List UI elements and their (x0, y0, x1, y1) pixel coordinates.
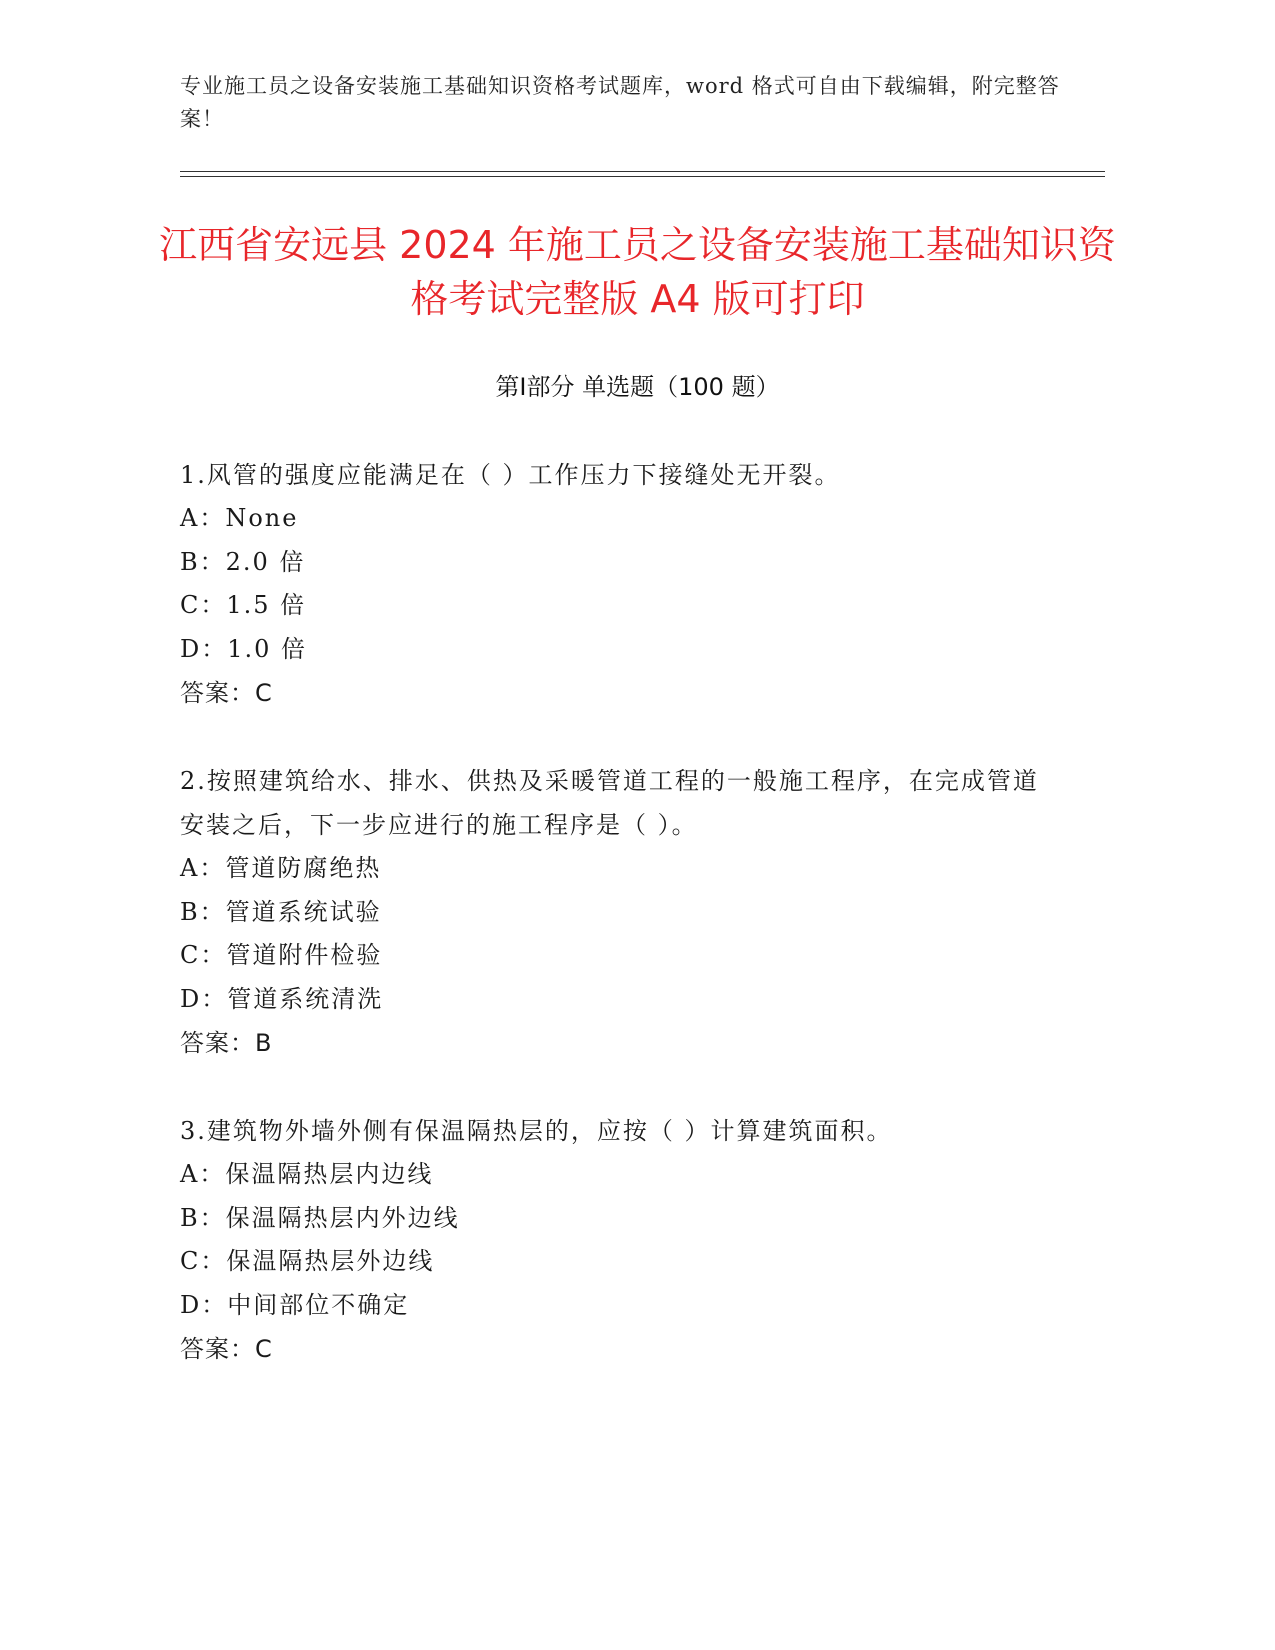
answer: 答案：C (180, 679, 273, 707)
option-text: 1.0 倍 (227, 634, 308, 663)
option-c (180, 584, 1040, 628)
option-a (180, 1153, 1040, 1197)
option-c (180, 1240, 1040, 1284)
option-text: 1.5 倍 (226, 591, 307, 619)
option-text: 保温隔热层外边线 (226, 1247, 435, 1275)
option-key: C： (180, 941, 227, 969)
option-text: None (225, 504, 299, 532)
option-text: 管道防腐绝热 (225, 854, 382, 882)
document-title: 江西省安远县 2024 年施工员之设备安装施工基础知识资格考试完整版 A4 版可打印 (159, 223, 1116, 321)
option-key: C： (180, 1247, 227, 1275)
header-divider-top (180, 171, 1105, 172)
option-c (180, 934, 1040, 978)
option-b (180, 891, 1040, 935)
header-divider-bottom (180, 176, 1105, 177)
option-b (180, 1197, 1040, 1241)
question-stem: 1.风管的强度应能满足在（ ）工作压力下接缝处无开裂。 (180, 461, 841, 489)
question-2 (180, 759, 1040, 1065)
option-key: B： (180, 547, 226, 576)
option-key: A： (180, 1160, 226, 1188)
question-3 (180, 1109, 1040, 1371)
question-stem: 2.按照建筑给水、排水、供热及采暖管道工程的一般施工程序，在完成管道安装之后，下一步应进行的施工程序是（ ）。 (180, 767, 1039, 839)
option-text: 管道系统试验 (225, 897, 382, 926)
option-a (180, 497, 1040, 541)
option-key: A： (180, 504, 226, 532)
answer: 答案：C (180, 1335, 273, 1363)
question-stem: 3.建筑物外墙外侧有保温隔热层的，应按（ ）计算建筑面积。 (180, 1117, 893, 1145)
option-key: A： (180, 854, 226, 882)
header-note: 专业施工员之设备安装施工基础知识资格考试题库，word 格式可自由下载编辑，附完整答案！ (180, 74, 1060, 131)
section-heading: 第Ⅰ部分 单选题（100 题） (495, 373, 780, 401)
option-a (180, 847, 1040, 891)
option-key: B： (180, 897, 226, 926)
option-text: 管道系统清洗 (227, 984, 384, 1013)
option-text: 保温隔热层内边线 (225, 1160, 434, 1188)
answer: 答案：B (180, 1029, 273, 1057)
option-text: 2.0 倍 (225, 547, 306, 576)
option-d (180, 628, 1040, 672)
option-key: D： (180, 1290, 228, 1319)
question-1 (180, 453, 1040, 715)
option-d (180, 1284, 1040, 1328)
option-key: C： (180, 591, 227, 619)
option-key: B： (180, 1203, 226, 1232)
option-text: 保温隔热层内外边线 (225, 1203, 460, 1232)
option-text: 管道附件检验 (226, 941, 383, 969)
option-d (180, 978, 1040, 1022)
option-b (180, 541, 1040, 585)
option-key: D： (180, 984, 228, 1013)
question-list (180, 453, 1040, 1415)
option-key: D： (180, 634, 228, 663)
option-text: 中间部位不确定 (227, 1290, 410, 1319)
